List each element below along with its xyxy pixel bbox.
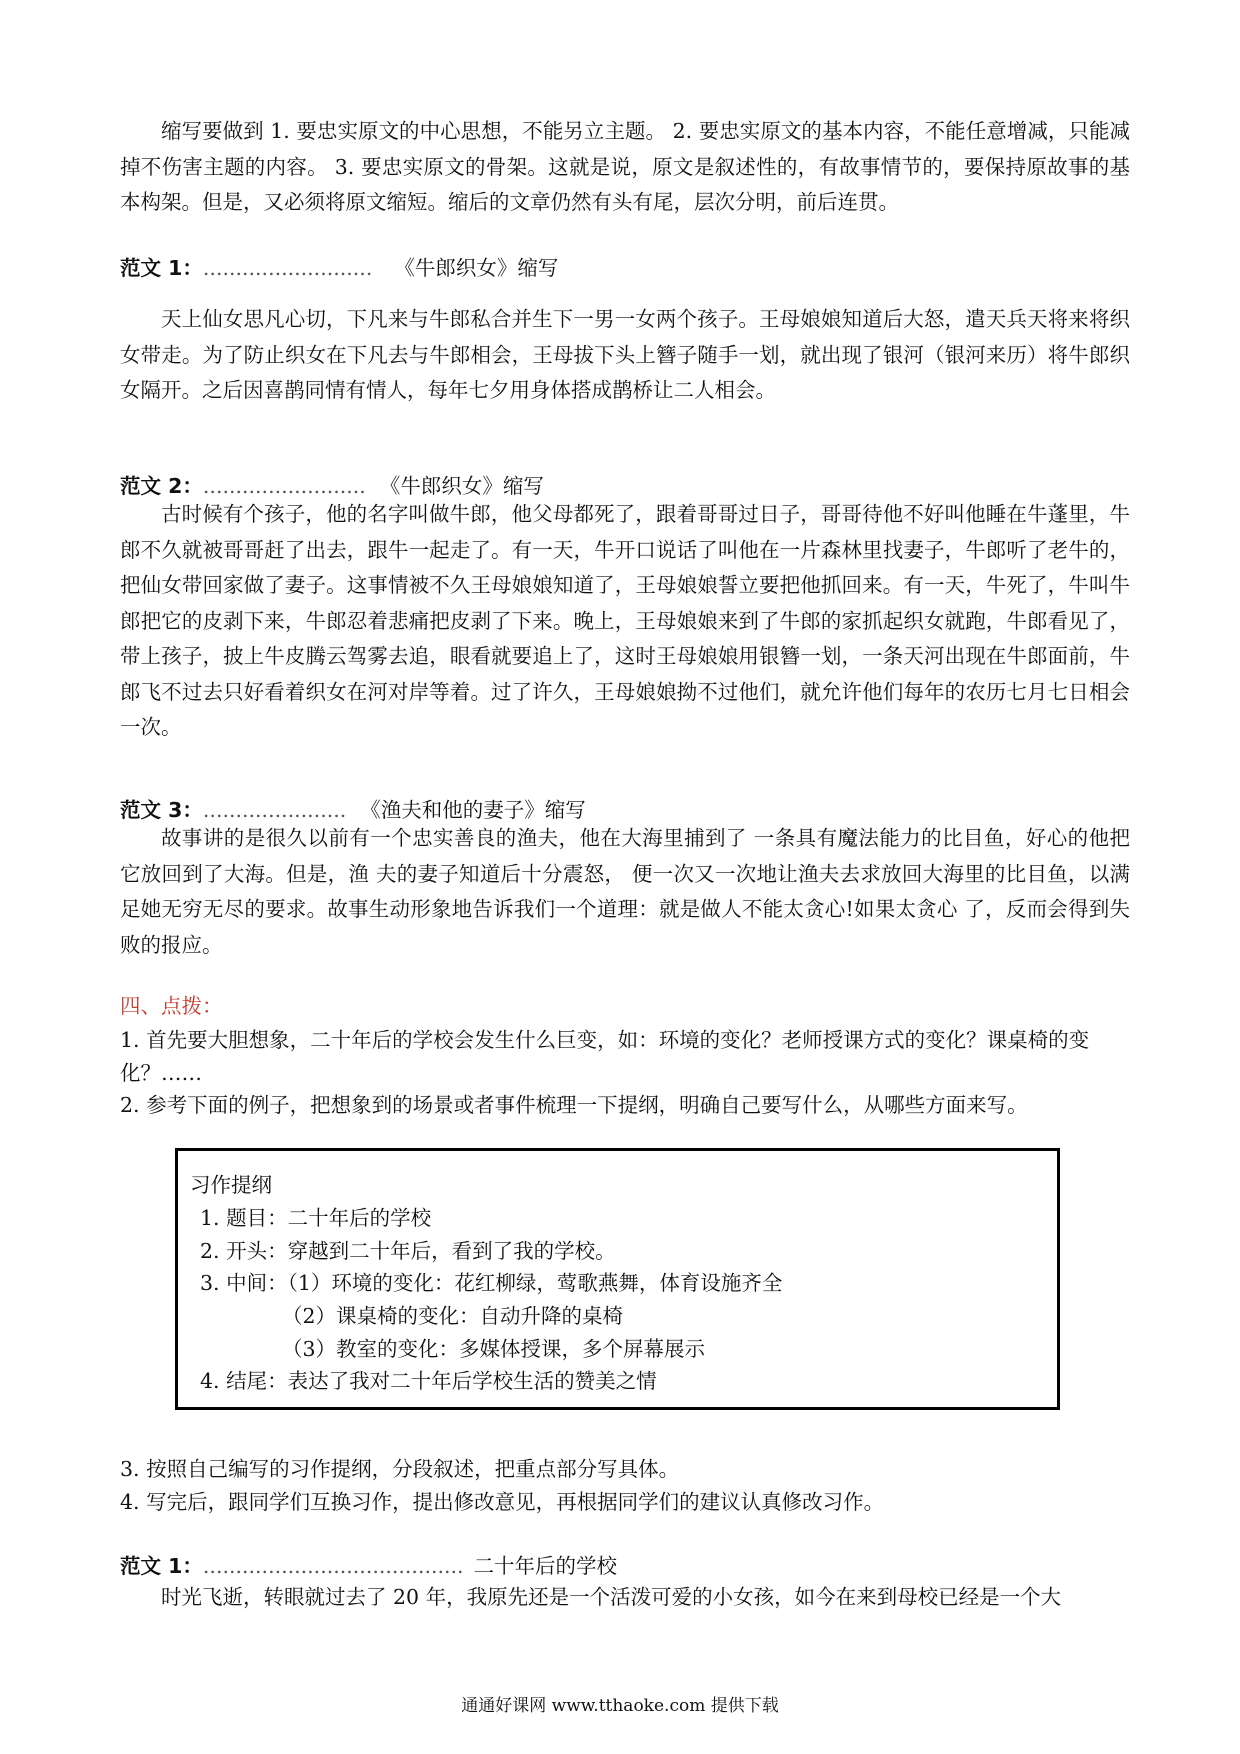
pointer-3: 3. 按照自己编写的习作提纲，分段叙述，把重点部分写具体。 [120,1457,680,1481]
outline-heading: 习作提纲 [190,1173,272,1197]
example-1-dots: .......................... [202,256,373,280]
outline-line-3: 3. 中间：（1）环境的变化：花红柳绿，莺歌燕舞，体育设施齐全 [200,1271,783,1295]
outline-line-1: 1. 题目：二十年后的学校 [200,1206,432,1230]
page-footer: 通通好课网 www.tthaoke.com 提供下载 [461,1696,779,1716]
outline-line-6: 4. 结尾：表达了我对二十年后学校生活的赞美之情 [200,1369,657,1393]
example-2-dots: ......................... [202,474,366,498]
final-example-heading [120,1550,617,1582]
example-1-heading [120,252,558,284]
example-3-body: 故事讲的是很久以前有一个忠实善良的渔夫，他在大海里捕到了 一条具有魔法能力的比目鱼，好心的他把它放回到了大海。但是，渔 夫的妻子知道后十分震怒， 便一次又一次地让渔夫去求放回大海里的比目鱼，以满足她无穷无尽的要求。故事生动形象地告诉我们一个道理：就是做人不能太贪心!如果太贪心 了，反而会得到失败的报应。 [120,826,1130,957]
example-3-dots: ...................... [202,798,347,822]
example-2-title: 《牛郎织女》缩写 [379,474,544,498]
example-1-label: 范文 1： [120,256,203,280]
example-3-title: 《渔夫和他的妻子》缩写 [360,798,586,822]
final-example-label: 范文 1： [120,1554,203,1578]
pointer-1: 1. 首先要大胆想象，二十年后的学校会发生什么巨变，如：环境的变化？老师授课方式的变化？课桌椅的变化？…… [120,1028,1090,1085]
example-1-title: 《牛郎织女》缩写 [394,256,559,280]
outline-line-4: （2）课桌椅的变化：自动升降的桌椅 [282,1304,624,1328]
final-example-dots: ........................................ [202,1554,464,1578]
intro-paragraph: 缩写要做到 1. 要忠实原文的中心思想，不能另立主题。 2. 要忠实原文的基本内容，不能任意增减，只能减掉不伤害主题的内容。 3. 要忠实原文的骨架。这就是说，原文是叙述性的，有故事情节的，要保持原故事的基本构架。但是，又必须将原文缩短。缩后的文章仍然有头有尾，层次分明，前后连贯。 [120,119,1130,214]
outline-line-5: （3）教室的变化：多媒体授课，多个屏幕展示 [282,1337,706,1361]
section-title: 四、点拨： [120,994,223,1018]
final-example-body: 时光飞逝，转眼就过去了 20 年，我原先还是一个活泼可爱的小女孩，如今在来到母校已经是一个大 [161,1585,1062,1609]
outline-box [175,1148,1060,1410]
pointer-4: 4. 写完后，跟同学们互换习作，提出修改意见，再根据同学们的建议认真修改习作。 [120,1490,885,1514]
example-3-label: 范文 3： [120,798,203,822]
final-example-title: 二十年后的学校 [473,1554,618,1578]
example-2-body: 古时候有个孩子，他的名字叫做牛郎，他父母都死了，跟着哥哥过日子，哥哥待他不好叫他睡在牛蓬里，牛郎不久就被哥哥赶了出去，跟牛一起走了。有一天，牛开口说话了叫他在一片森林里找妻子，牛郎听了老牛的，把仙女带回家做了妻子。这事情被不久王母娘娘知道了，王母娘娘誓立要把他抓回来。有一天，牛死了，牛叫牛郎把它的皮剥下来，牛郎忍着悲痛把皮剥了下来。晚上，王母娘娘来到了牛郎的家抓起织女就跑，牛郎看见了，带上孩子，披上牛皮腾云驾雾去追，眼看就要追上了，这时王母娘娘用银簪一划，一条天河出现在牛郎面前，牛郎飞不过去只好看着织女在河对岸等着。过了许久，王母娘娘拗不过他们，就允许他们每年的农历七月七日相会一次。 [120,502,1130,739]
outline-line-2: 2. 开头：穿越到二十年后，看到了我的学校。 [200,1239,616,1263]
pointer-2: 2. 参考下面的例子，把想象到的场景或者事件梳理一下提纲，明确自己要写什么，从哪些方面来写。 [120,1093,1028,1117]
example-2-label: 范文 2： [120,474,203,498]
example-1-body: 天上仙女思凡心切，下凡来与牛郎私合并生下一男一女两个孩子。王母娘娘知道后大怒，遣天兵天将来将织女带走。为了防止织女在下凡去与牛郎相会，王母拔下头上簪子随手一划，就出现了银河（银河来历）将牛郎织女隔开。之后因喜鹊同情有情人，每年七夕用身体搭成鹊桥让二人相会。 [120,307,1130,402]
